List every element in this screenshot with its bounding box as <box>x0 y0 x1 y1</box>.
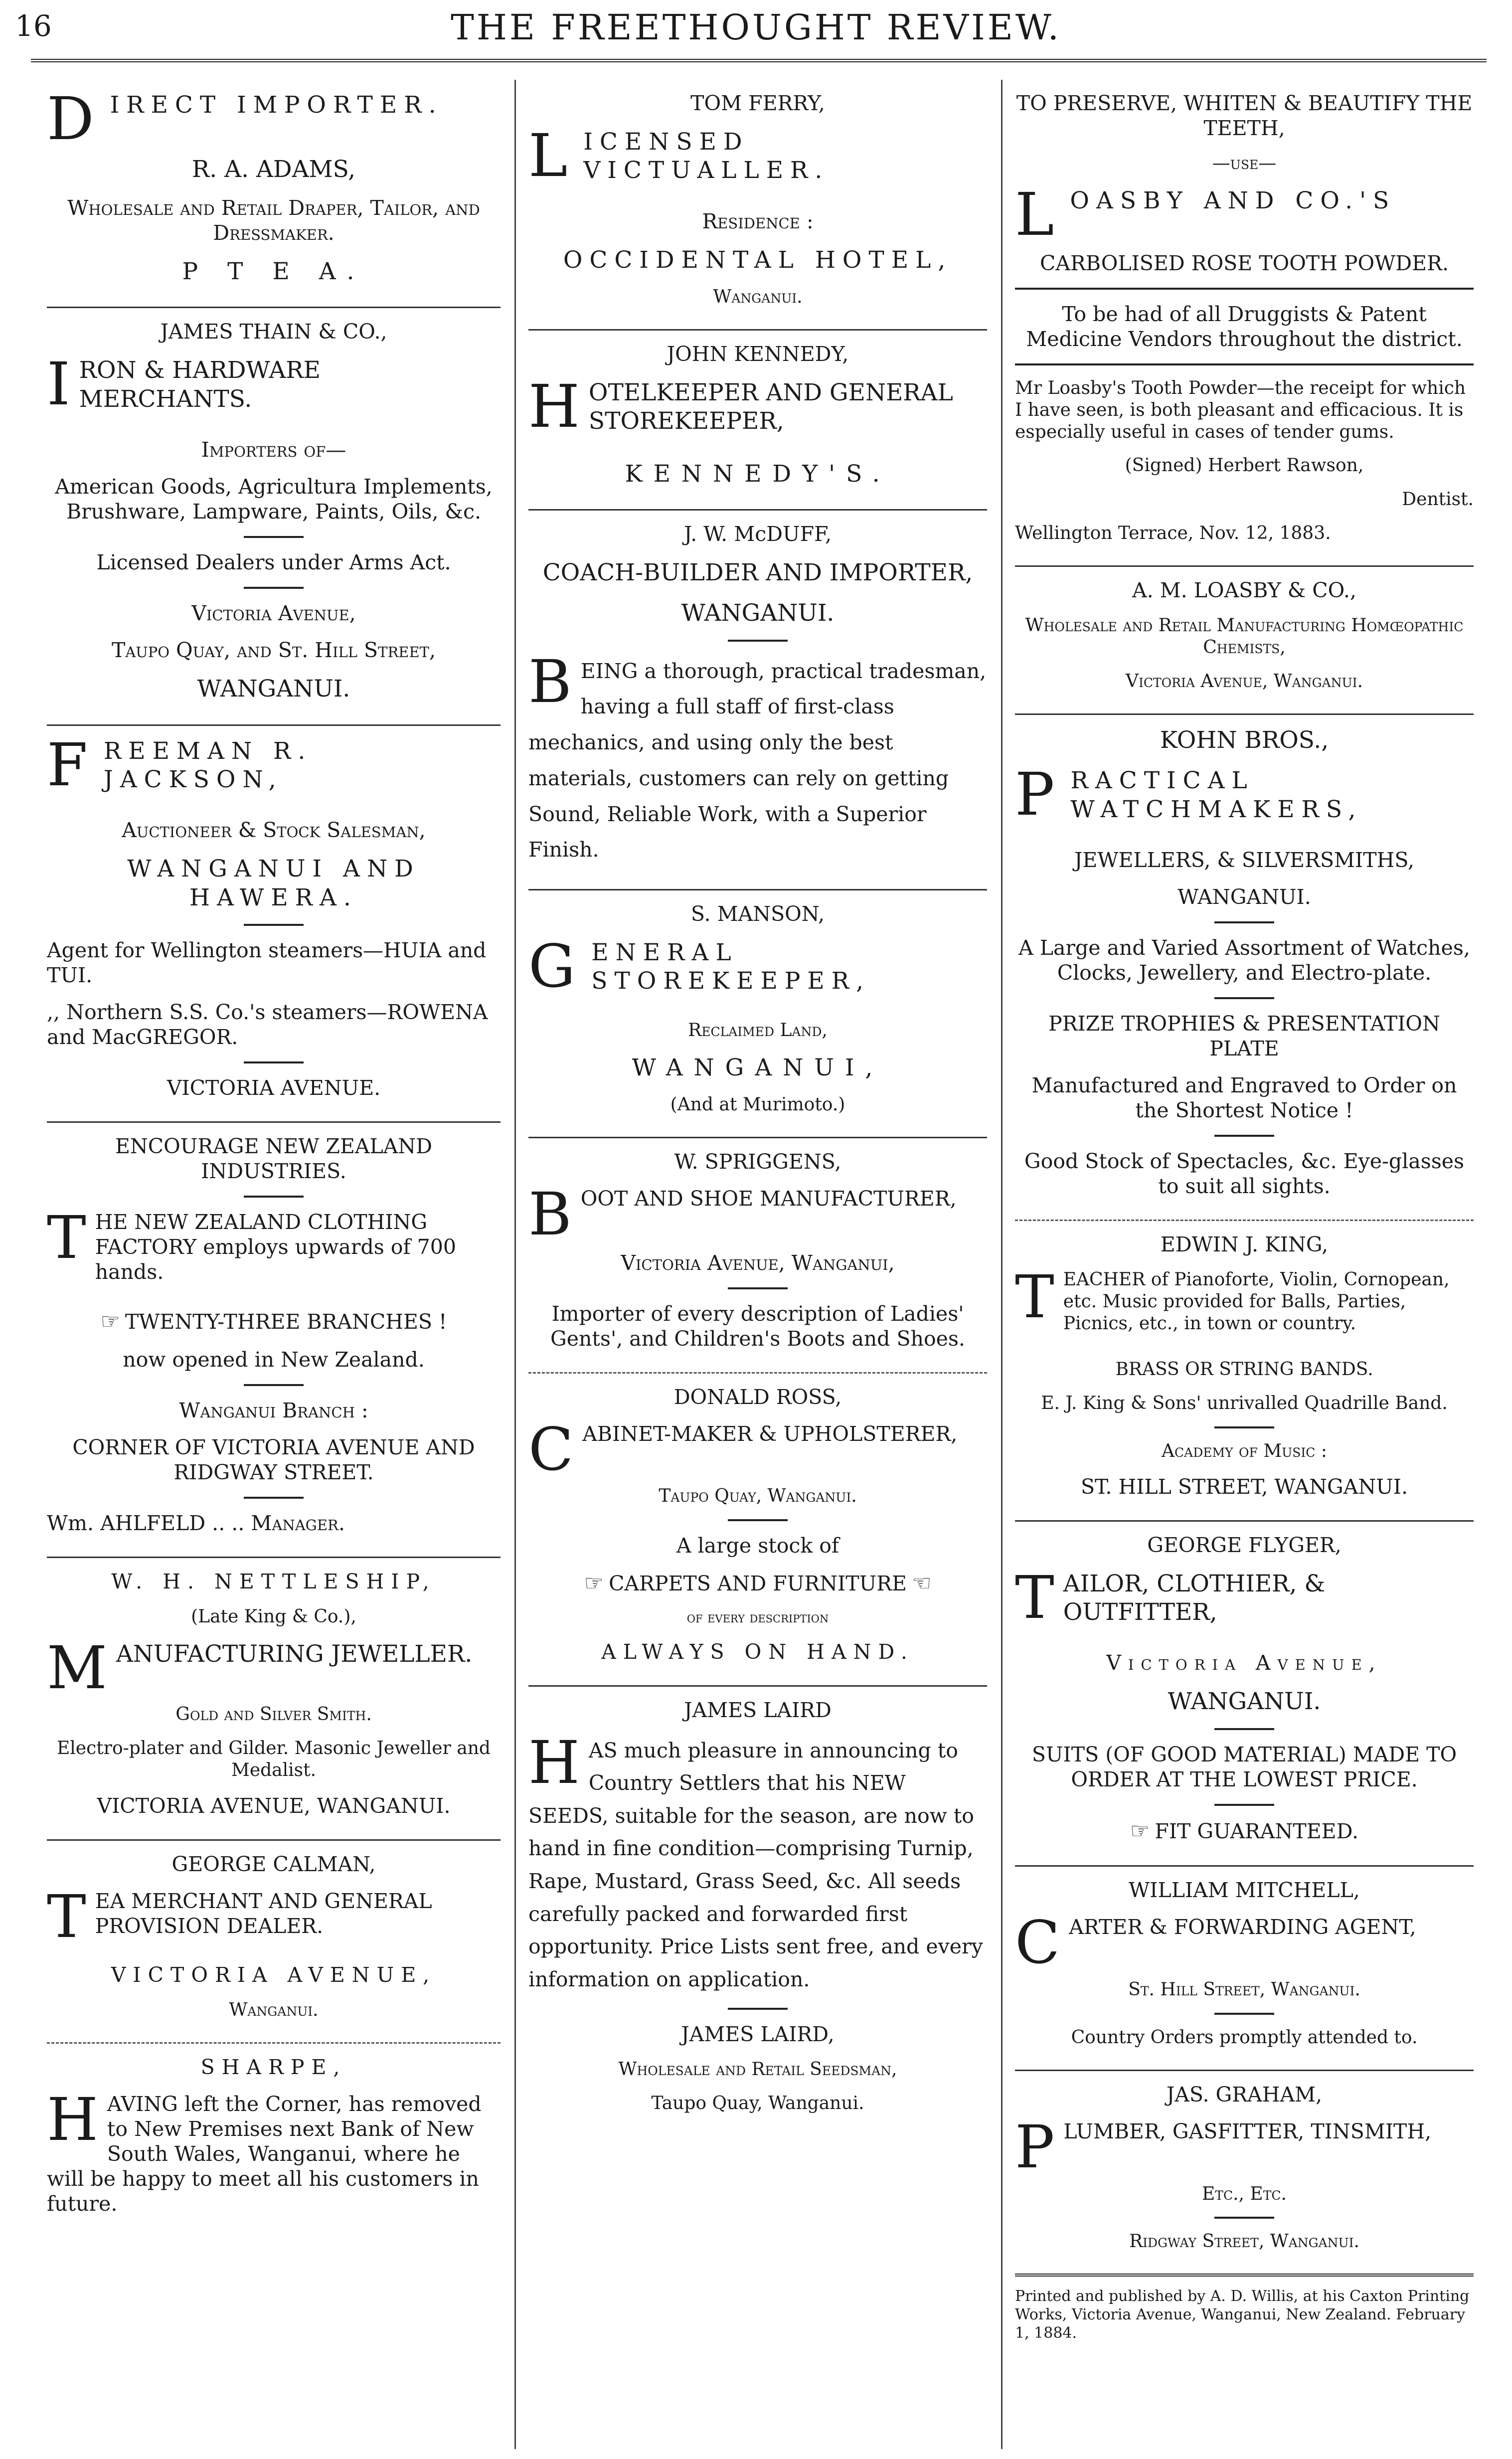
divider <box>1015 288 1474 290</box>
divider <box>728 2008 788 2010</box>
ad-text: now opened in New Zealand. <box>123 1347 425 1372</box>
drop-cap: F <box>47 730 95 799</box>
ad-trade: Wholesale and Retail Manufacturing Homœopathic Chemists, <box>1025 615 1464 658</box>
divider <box>244 1384 304 1386</box>
ad-text: SUITS (OF GOOD MATERIAL) MADE TO ORDER AT THE LOWEST PRICE. <box>1031 1742 1457 1791</box>
drop-cap: H <box>528 1728 580 1797</box>
ad-flyger <box>1015 1520 1474 1866</box>
divider <box>244 536 304 538</box>
ad-hotel: OCCIDENTAL HOTEL, <box>563 246 953 274</box>
drop-cap: H <box>47 2085 98 2154</box>
ad-town: WANGANUI. <box>1177 884 1311 909</box>
drop-cap: G <box>528 932 583 1001</box>
ad-text: A Large and Varied Assortment of Watches, Clocks, Jewellery, and Electro-plate. <box>1018 935 1470 985</box>
ad-heading: ARTER & FORWARDING AGENT, <box>1069 1915 1416 1939</box>
drop-cap: P <box>1015 2112 1055 2181</box>
drop-cap: T <box>1015 1563 1054 1632</box>
ad-text: (And at Murimoto.) <box>670 1094 845 1115</box>
ad-kennedy <box>528 329 987 509</box>
ad-laird <box>528 1685 987 2136</box>
drop-cap: D <box>47 84 101 153</box>
ad-text: Agent for Wellington steamers—HUIA and TUI. <box>47 938 487 987</box>
ad-name: JOHN KENNEDY, <box>667 342 849 366</box>
drop-cap: L <box>528 121 575 190</box>
ad-text: American Goods, Agricultura Implements, Brushware, Lampware, Paints, Oils, &c. <box>55 475 493 524</box>
ad-heading: OTELKEEPER AND GENERAL STOREKEEPER, <box>588 378 953 435</box>
ad-address: ST. HILL STREET, WANGANUI. <box>1080 1474 1408 1499</box>
divider <box>1214 2217 1274 2219</box>
ad-town: WANGANUI. <box>681 599 835 627</box>
ad-name: W. SPRIGGENS, <box>674 1149 841 1174</box>
ad-address: VICTORIA AVENUE, WANGANUI. <box>97 1794 451 1818</box>
ad-calman <box>47 1839 501 2042</box>
ad-name: TOM FERRY, <box>690 91 825 115</box>
ad-text: Wanganui Branch : <box>179 1398 368 1422</box>
ad-address: CORNER OF VICTORIA AVENUE AND RIDGWAY STREET. <box>72 1435 475 1484</box>
ad-text: —use— <box>1212 153 1277 174</box>
ad-address: St. Hill Street, Wanganui. <box>1128 1979 1360 2000</box>
ad-name: JAMES THAIN & CO., <box>160 320 387 344</box>
ad-heading: TO PRESERVE, WHITEN & BEAUTIFY THE TEETH, <box>1016 91 1473 141</box>
drop-cap: P <box>1015 760 1062 829</box>
ad-towns: WANGANUI AND HAWERA. <box>127 855 420 911</box>
ad-text: Wellington Terrace, Nov. 12, 1883. <box>1015 523 1331 544</box>
ad-heading: AILOR, CLOTHIER, & OUTFITTER, <box>1063 1570 1326 1626</box>
ad-heading: OOT AND SHOE MANUFACTURER, <box>580 1186 957 1211</box>
ad-text: AVING left the Corner, has removed to New Premises next Bank of New South Wales, Wanganui, where he will be happy to meet all his customers in future. <box>47 2092 482 2216</box>
column-divider <box>514 80 516 2449</box>
divider <box>244 1497 304 1499</box>
ad-text: Academy of Music : <box>1162 1440 1327 1461</box>
ad-heading: ENERAL STOREKEEPER, <box>591 939 871 995</box>
ad-name: WILLIAM MITCHELL, <box>1129 1878 1360 1903</box>
ad-jackson <box>47 724 501 1121</box>
ad-ross <box>528 1372 987 1685</box>
ad-text: (Late King & Co.), <box>191 1606 356 1627</box>
ad-town: Wanganui. <box>713 287 803 308</box>
drop-cap: T <box>1015 1262 1054 1332</box>
ad-kohn <box>1015 713 1474 1220</box>
ad-trade: Auctioneer & Stock Salesman, <box>122 818 426 843</box>
printer-imprint <box>1015 2274 1474 2363</box>
drop-cap: C <box>1015 1908 1060 1977</box>
ad-name: JAS. GRAHAM, <box>1166 2082 1323 2107</box>
ad-text: Electro-plater and Gilder. Masonic Jeweller and Medalist. <box>57 1738 491 1781</box>
ad-loasby <box>1015 80 1474 565</box>
ad-name: W. H. NETTLESHIP, <box>111 1569 436 1593</box>
divider <box>1214 1135 1274 1137</box>
drop-cap: L <box>1015 179 1061 249</box>
ad-text: Importer of every description of Ladies' Gents', and Children's Boots and Shoes. <box>550 1301 965 1351</box>
ad-loasby-co <box>1015 565 1474 713</box>
ad-address: Taupo Quay, and St. Hill Street, <box>111 638 436 663</box>
drop-cap: T <box>47 1882 86 1951</box>
imprint-text: Printed and published by A. D. Willis, at his Caxton Printing Works, Victoria Avenue, Wanganui, New Zealand. February 1, 1884. <box>1015 2287 1470 2342</box>
ad-name: J. W. McDUFF, <box>683 522 832 546</box>
divider <box>1214 997 1274 999</box>
ad-text: Reclaimed Land, <box>688 1020 828 1041</box>
ad-text: EING a thorough, practical tradesman, having a full staff of first-class mechanics, and using only the best materials, customers can rely on getting Sound, Reliable Work, with a Superior Finish. <box>528 659 987 862</box>
divider <box>244 1061 304 1063</box>
divider <box>1214 2013 1274 2015</box>
ad-adams <box>47 80 501 307</box>
ad-address: Victoria Avenue, Wanganui. <box>1126 671 1363 692</box>
drop-cap: C <box>528 1414 574 1484</box>
ad-address: Victoria Avenue, Wanganui, <box>621 1250 895 1275</box>
ad-heading: OASBY AND CO.'S <box>1070 186 1396 214</box>
ad-name: R. A. ADAMS, <box>191 155 356 183</box>
drop-cap: H <box>528 371 580 441</box>
divider <box>728 1287 788 1289</box>
ad-heading: ABINET-MAKER & UPHOLSTERER, <box>582 1421 958 1446</box>
column-2 <box>528 80 987 2449</box>
ad-text: To be had of all Druggists & Patent Medicine Vendors throughout the district. <box>1026 302 1463 351</box>
publication-title: THE FREETHOUGHT REVIEW. <box>451 7 1061 48</box>
divider <box>244 1196 304 1198</box>
ad-text: EACHER of Pianoforte, Violin, Cornopean, etc. Music provided for Balls, Parties, Picnics, etc., in town or country. <box>1063 1269 1450 1334</box>
ad-sharpe <box>47 2042 501 2237</box>
ad-text: ALWAYS ON HAND. <box>601 1639 914 1664</box>
ad-name: KOHN BROS., <box>1160 726 1329 754</box>
ad-text: FIT GUARANTEED. <box>1155 1819 1359 1843</box>
ad-name: GEORGE CALMAN, <box>171 1852 376 1877</box>
pointing-hand-left-icon: ☜ <box>911 1571 932 1596</box>
ad-nettleship <box>47 1557 501 1839</box>
ad-heading: REEMAN R. JACKSON, <box>103 737 313 793</box>
ad-mcduff <box>528 509 987 889</box>
ad-heading: RACTICAL WATCHMAKERS, <box>1070 767 1363 823</box>
divider <box>1214 1804 1274 1806</box>
pointing-hand-right-icon: ☞ <box>584 1571 604 1596</box>
divider <box>728 640 788 642</box>
ad-heading: LUMBER, GASFITTER, TINSMITH, <box>1063 2119 1432 2143</box>
ad-place: P T E A. <box>182 258 365 286</box>
page-number: 16 <box>15 9 52 43</box>
ad-name: EDWIN J. KING, <box>1160 1232 1329 1257</box>
ad-text: PRIZE TROPHIES & PRESENTATION PLATE <box>1048 1011 1440 1060</box>
ad-heading: EA MERCHANT AND GENERAL PROVISION DEALER. <box>95 1889 432 1938</box>
ad-product: CARBOLISED ROSE TOOTH POWDER. <box>1040 251 1449 275</box>
ad-text: ,, Northern S.S. Co.'s steamers—ROWENA and MacGREGOR. <box>47 1000 488 1049</box>
page-header <box>0 0 1512 65</box>
ad-text: of every description <box>686 1609 829 1627</box>
ad-testimonial: Mr Loasby's Tooth Powder—the receipt for which I have seen, is both pleasant and efficacious. It is especially useful in cases of tender gums. <box>1015 377 1466 442</box>
ad-name: GEORGE FLYGER, <box>1147 1533 1342 1557</box>
ad-address: Victoria Avenue, <box>191 601 356 626</box>
ad-name: SHARPE, <box>200 2055 347 2080</box>
ad-ferry <box>528 80 987 329</box>
ad-mitchell <box>1015 1865 1474 2070</box>
ad-text: Licensed Dealers under Arms Act. <box>96 550 451 575</box>
ad-address: Ridgway Street, Wanganui. <box>1129 2231 1359 2252</box>
ad-spriggens <box>528 1137 987 1372</box>
ad-heading: ANUFACTURING JEWELLER. <box>116 1640 473 1668</box>
ad-text: Good Stock of Spectacles, &c. Eye-glasses to suit all sights. <box>1024 1149 1465 1199</box>
ad-text: Etc., Etc. <box>1202 2183 1287 2204</box>
ad-name: A. M. LOASBY & CO., <box>1132 578 1356 603</box>
drop-cap: B <box>528 1179 572 1248</box>
ad-heading: ICENSED VICTUALLER. <box>583 128 830 184</box>
ad-manson <box>528 889 987 1137</box>
ad-town: WANGANUI, <box>632 1054 884 1081</box>
divider <box>1214 1728 1274 1730</box>
ad-text: Residence : <box>702 209 814 233</box>
pointing-hand-icon: ☞ <box>100 1309 120 1335</box>
ad-heading: ENCOURAGE NEW ZEALAND INDUSTRIES. <box>115 1134 433 1183</box>
manager-name: Wm. AHLFELD .. .. <box>47 1511 245 1535</box>
ad-text: Importers of— <box>201 438 346 462</box>
ad-thain <box>47 307 501 724</box>
divider <box>244 924 304 926</box>
ad-text: TWENTY-THREE BRANCHES ! <box>125 1310 447 1334</box>
ad-text: A large stock of <box>676 1534 840 1558</box>
ad-heading: RON & HARDWARE MERCHANTS. <box>79 356 321 413</box>
ad-text: Dentist. <box>1402 489 1474 510</box>
ad-text: Country Orders promptly attended to. <box>1071 2027 1418 2048</box>
ad-address: Taupo Quay, Wanganui. <box>651 2093 864 2114</box>
ad-address: VICTORIA AVENUE. <box>167 1075 381 1100</box>
ad-trade: Wholesale and Retail Draper, Tailor, and Dressmaker. <box>67 196 480 245</box>
ad-name: JAMES LAIRD <box>684 1698 832 1722</box>
ad-name: DONALD ROSS, <box>673 1385 842 1409</box>
drop-cap: M <box>47 1633 107 1702</box>
ad-text: HE NEW ZEALAND CLOTHING FACTORY employs upwards of 700 hands. <box>95 1210 456 1284</box>
header-rule <box>31 59 1487 65</box>
ad-heading: IRECT IMPORTER. <box>110 91 443 119</box>
ad-text: AS much pleasure in announcing to Country Settlers that his NEW SEEDS, suitable for the season, are now to hand in fine condition—comprising Turnip, Rape, Mustard, Grass Seed, &c. All seeds carefully packed and forwarded first opportunity. Price Lists sent free, and every information on application. <box>528 1738 983 1991</box>
ad-address: Taupo Quay, Wanganui. <box>659 1486 857 1507</box>
ad-text: Gold and Silver Smith. <box>175 1704 372 1725</box>
ad-signature: JAMES LAIRD, <box>681 2022 835 2047</box>
ad-text: E. J. King & Sons' unrivalled Quadrille Band. <box>1041 1393 1448 1413</box>
ad-text: (Signed) Herbert Rawson, <box>1125 455 1364 476</box>
ad-address: Victoria Avenue, <box>1106 1651 1382 1675</box>
ad-town: Wanganui. <box>229 2000 319 2021</box>
drop-cap: B <box>528 647 572 716</box>
drop-cap: I <box>47 350 70 419</box>
drop-cap: T <box>47 1203 86 1272</box>
ad-town: WANGANUI. <box>197 675 350 703</box>
ad-text: CARPETS AND FURNITURE <box>609 1572 907 1596</box>
ad-trade: COACH-BUILDER AND IMPORTER, <box>542 558 973 586</box>
divider <box>1214 1426 1274 1428</box>
column-1 <box>47 80 501 2449</box>
divider <box>244 587 304 589</box>
ad-clothing-factory <box>47 1121 501 1557</box>
ad-graham <box>1015 2070 1474 2274</box>
manager-title: Manager. <box>251 1511 345 1535</box>
ad-king <box>1015 1220 1474 1520</box>
divider <box>1214 921 1274 923</box>
divider <box>1015 363 1474 365</box>
ad-address: VICTORIA AVENUE, <box>111 1963 437 1987</box>
column-3 <box>1015 80 1474 2449</box>
ad-trade: Wholesale and Retail Seedsman, <box>618 2059 897 2080</box>
ad-text: Manufactured and Engraved to Order on the Shortest Notice ! <box>1031 1073 1457 1122</box>
column-divider <box>1001 80 1003 2449</box>
ad-trade: JEWELLERS, & SILVERSMITHS, <box>1074 848 1414 872</box>
divider <box>728 1519 788 1521</box>
ad-name: S. MANSON, <box>690 902 825 926</box>
ad-town: WANGANUI. <box>1168 1688 1321 1716</box>
ad-shop: KENNEDY'S. <box>625 460 891 488</box>
pointing-hand-icon: ☞ <box>1130 1818 1150 1844</box>
ad-text: BRASS OR STRING BANDS. <box>1115 1359 1373 1380</box>
